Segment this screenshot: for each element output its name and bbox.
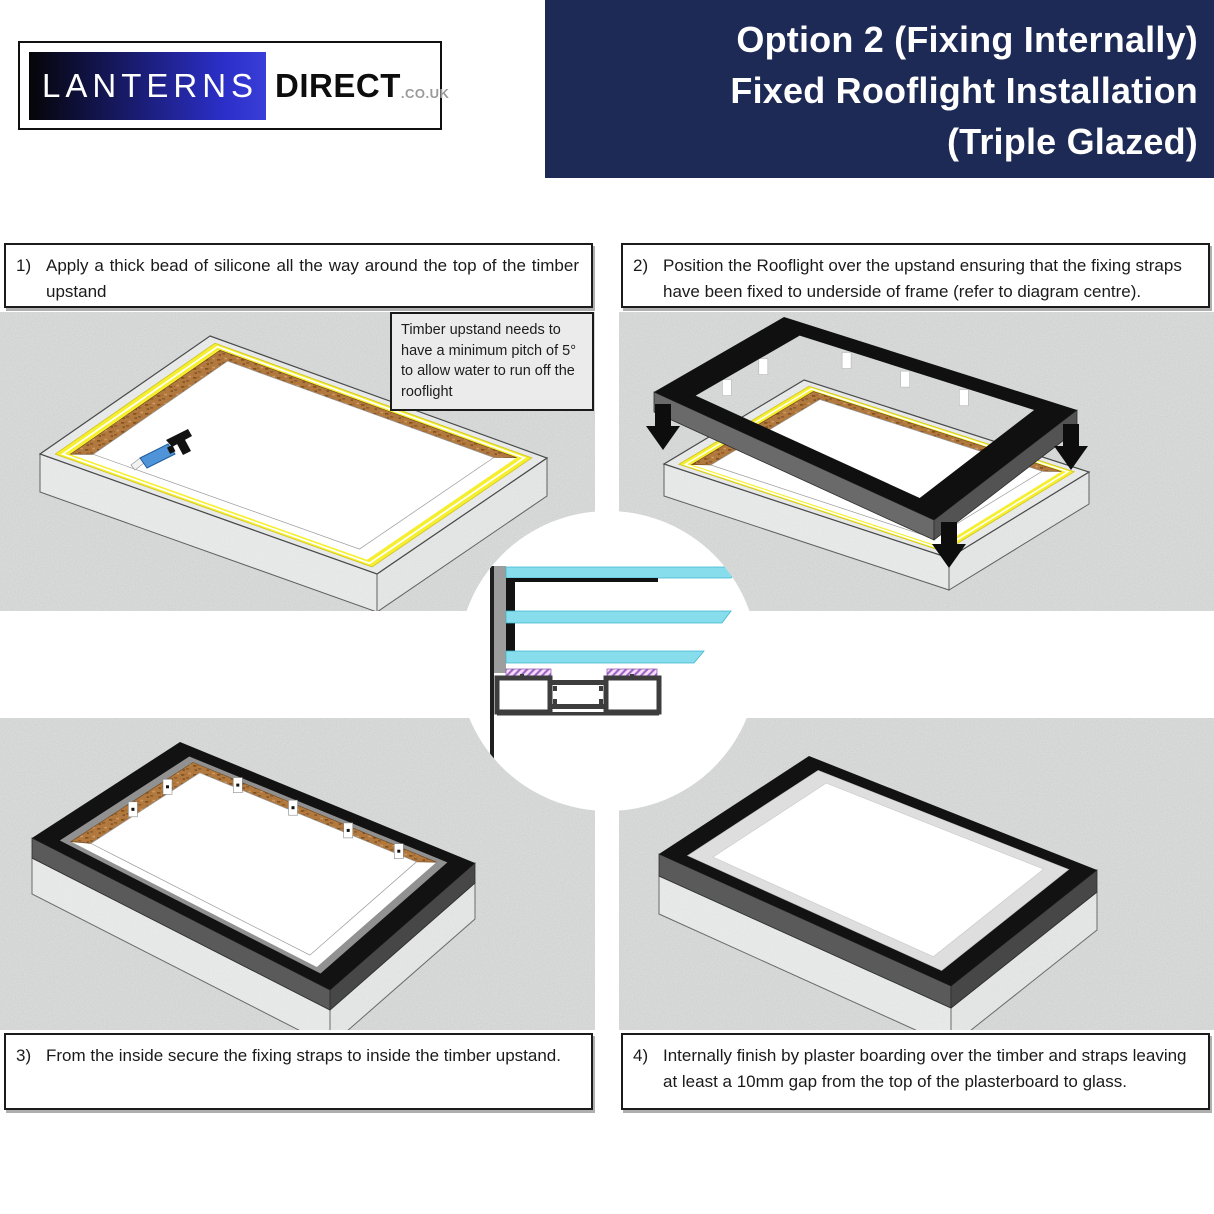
logo-brand-secondary: DIRECT: [275, 66, 401, 104]
step1-number: 1): [16, 256, 32, 275]
logo-brand-tld: .CO.UK: [400, 86, 450, 101]
step1-text: Apply a thick bead of silicone all the way around the top of the timber upstand: [46, 256, 579, 301]
step1-instruction-box: [4, 243, 593, 308]
step2-instruction-box: [621, 243, 1210, 308]
timber-pitch-note-text: Timber upstand needs to have a minimum pitch of 5° to allow water to run off the rooflight: [401, 322, 577, 400]
title-banner: [545, 0, 1214, 178]
step3-instruction-box: [4, 1033, 593, 1110]
step2-text: Position the Rooflight over the upstand ensuring that the fixing straps have been fixed to underside of frame (refer to diagram centre).: [663, 256, 1182, 301]
step3-text: From the inside secure the fixing straps to inside the timber upstand.: [46, 1046, 561, 1065]
timber-pitch-note: [390, 312, 594, 411]
step4-number: 4): [633, 1046, 649, 1065]
glazing-seal: [506, 578, 658, 582]
banner-line-2: Fixed Rooflight Installation: [730, 70, 1198, 111]
cross-section-detail-circle: [458, 511, 758, 811]
step4-text: Internally finish by plaster boarding over the timber and straps leaving at least a 10mm gap from the top of the plasterboard to glass.: [663, 1046, 1187, 1091]
step3-number: 3): [16, 1046, 32, 1065]
step2-number: 2): [633, 256, 649, 275]
banner-line-3: (Triple Glazed): [946, 121, 1198, 162]
logo-brand-primary: LANTERNS: [29, 52, 266, 120]
lanterns-direct-logo: [18, 41, 450, 130]
aluminium-profile: [497, 674, 659, 716]
banner-line-1: Option 2 (Fixing Internally): [736, 19, 1198, 60]
step4-instruction-box: [621, 1033, 1210, 1110]
cross-section-drawing: [458, 511, 758, 811]
